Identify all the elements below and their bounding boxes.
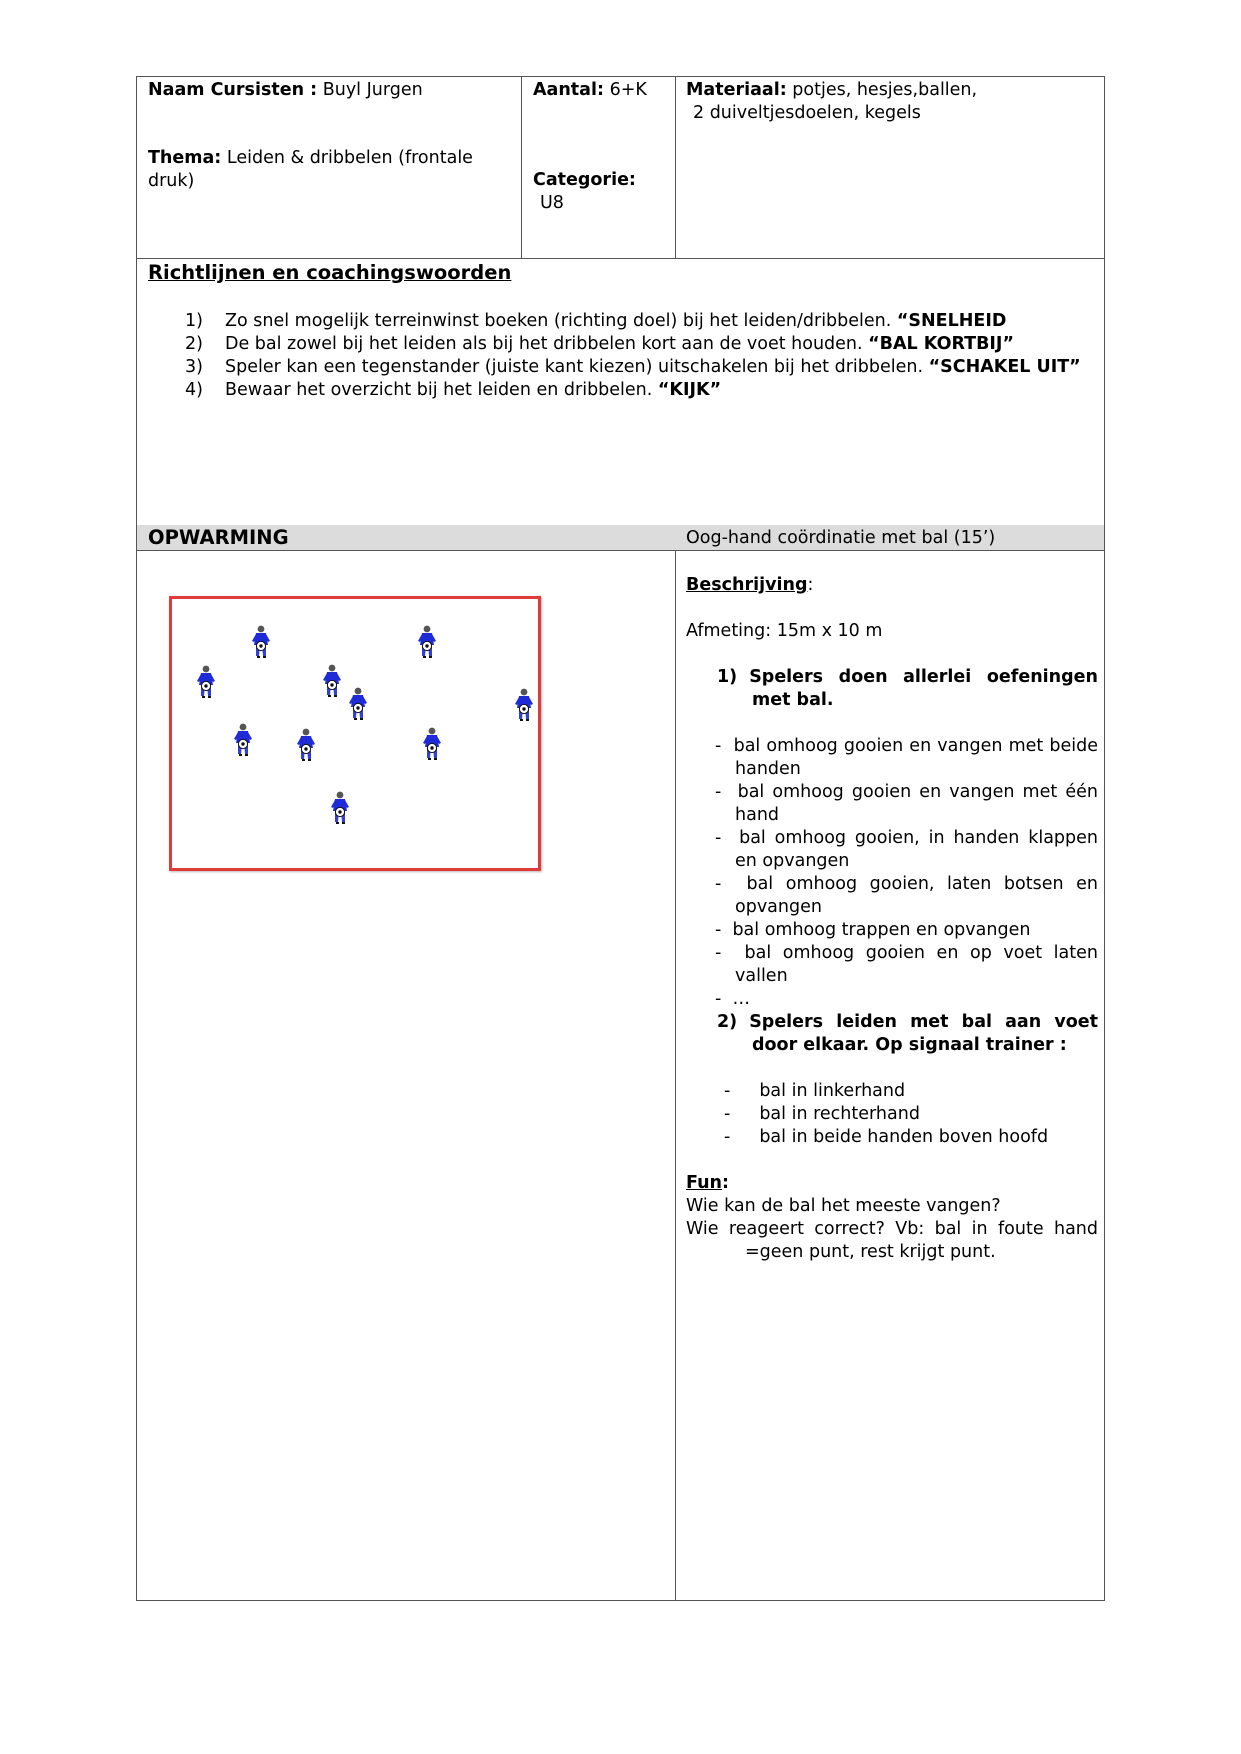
materiaal-label: Materiaal: <box>686 80 787 100</box>
afmeting: Afmeting: 15m x 10 m <box>686 621 883 641</box>
list-item: - bal omhoog gooien en vangen met één hand <box>715 782 1098 825</box>
categorie-label: Categorie: <box>533 170 636 190</box>
step-1: 1) Spelers doen allerlei oefeningen met bal. <box>717 667 1098 710</box>
list-item: - bal omhoog gooien en vangen met beide handen <box>715 736 1098 779</box>
list-item: - bal in linkerhand <box>724 1081 906 1101</box>
divider <box>675 77 676 258</box>
list-item: - bal in beide handen boven hoofd <box>724 1127 1049 1147</box>
aantal-value: 6+K <box>609 80 647 100</box>
divider <box>137 550 1104 551</box>
list-item: - bal omhoog gooien en op voet laten vallen <box>715 943 1098 986</box>
step-2: 2) Spelers leiden met bal aan voet door elkaar. Op signaal trainer : <box>717 1012 1098 1055</box>
fun-line-2: Wie reageert correct? Vb: bal in foute hand =geen punt, rest krijgt punt. <box>686 1219 1098 1262</box>
list-item: - bal omhoog gooien, laten botsen en opvangen <box>715 874 1098 917</box>
naam-label: Naam Cursisten : <box>148 80 318 100</box>
divider <box>137 258 1104 259</box>
training-field <box>169 596 541 871</box>
thema-value: Leiden & dribbelen (frontale druk) <box>148 148 473 191</box>
player-icon <box>252 626 270 657</box>
list-item: 2) De bal zowel bij het leiden als bij het dribbelen kort aan de voet houden. “BAL KORTBIJ” <box>185 334 1014 354</box>
categorie <box>533 169 636 215</box>
fun-label: Fun <box>686 1173 722 1193</box>
player-icon <box>297 729 315 760</box>
list-item: - bal in rechterhand <box>724 1104 920 1124</box>
aantal-label: Aantal: <box>533 80 604 100</box>
divider <box>521 77 522 258</box>
training-sheet <box>136 76 1105 1601</box>
opwarming-subtitle: Oog-hand coördinatie met bal (15’) <box>686 528 996 548</box>
fun-line-1: Wie kan de bal het meeste vangen? <box>686 1196 1001 1216</box>
naam-value: Buyl Jurgen <box>322 80 423 100</box>
list-item: 1) Zo snel mogelijk terreinwinst boeken (richting doel) bij het leiden/dribbelen. “SNELHEID <box>185 311 1007 331</box>
player-icon <box>323 665 341 696</box>
beschrijving-column: Beschrijving: Afmeting: 15m x 10 m 1) Spelers doen allerlei oefeningen met bal. - bal omhoog gooien en vangen met beide handen - bal omhoog gooien en vangen met één hand - bal omhoog gooien, in handen klappen en opvangen - bal omhoog gooien, laten botsen en opvangen - bal omhoog trappen en opvangen - bal omhoog gooien en op voet laten vallen - … 2) Spelers leiden met bal aan voet door elkaar. Op signaal trainer : - bal in linkerhand - bal in rechterhand - bal in beide handen boven hoofd Fun: Wie kan de bal het meeste vangen? Wie reageert correct? Vb: bal in foute hand =geen punt, rest krijgt punt. <box>686 575 1098 1262</box>
list-item: 4) Bewaar het overzicht bij het leiden en dribbelen. “KIJK” <box>185 380 722 400</box>
player-icon <box>197 666 215 697</box>
richtlijnen-list <box>185 310 1087 402</box>
list-item: - bal omhoog trappen en opvangen <box>715 920 1031 940</box>
thema-label: Thema: <box>148 148 222 168</box>
list-item: - … <box>715 989 750 1009</box>
beschrijving-label: Beschrijving <box>686 575 808 595</box>
list-item: - bal omhoog gooien, in handen klappen en opvangen <box>715 828 1098 871</box>
list-item: 3) Speler kan een tegenstander (juiste kant kiezen) uitschakelen bij het dribbelen. “SCHAKEL UIT” <box>185 357 1081 377</box>
materiaal <box>686 79 1096 125</box>
player-icon <box>423 728 441 759</box>
player-icon <box>331 792 349 823</box>
player-icon <box>234 724 252 755</box>
materiaal-value-2: 2 duiveltjesdoelen, kegels <box>693 103 921 123</box>
thema <box>148 147 508 193</box>
naam-cursisten <box>148 79 513 102</box>
player-icon <box>349 688 367 719</box>
player-icon <box>418 626 436 657</box>
player-icon <box>515 689 533 720</box>
richtlijnen-title: Richtlijnen en coachingswoorden <box>148 261 512 284</box>
aantal <box>533 79 647 102</box>
materiaal-value: potjes, hesjes,ballen, <box>792 80 978 100</box>
divider <box>675 525 676 1600</box>
categorie-value: U8 <box>540 193 564 213</box>
players-diagram <box>172 599 538 868</box>
opwarming-title: OPWARMING <box>148 526 289 549</box>
